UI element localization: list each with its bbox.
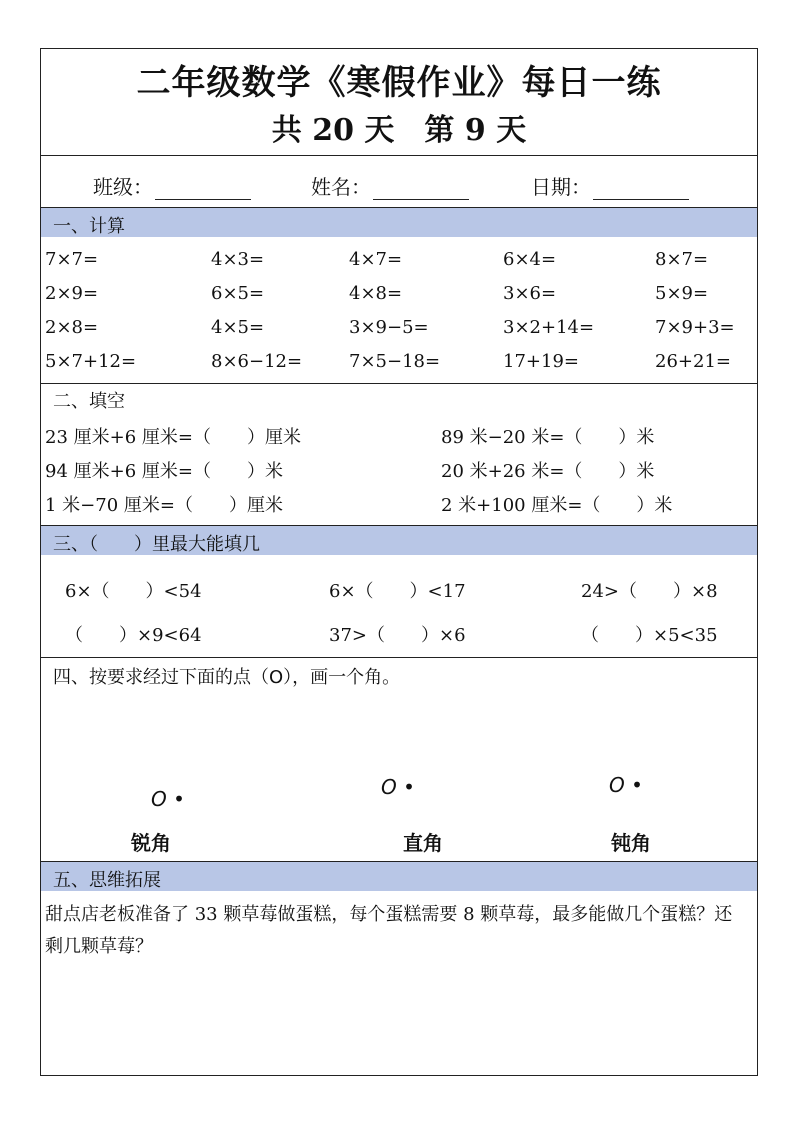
title-block bbox=[41, 49, 757, 156]
divider bbox=[41, 657, 757, 658]
point-label: O bbox=[609, 773, 625, 797]
name-label: 姓名： bbox=[311, 175, 371, 199]
calc-item: 7×5−18= bbox=[349, 351, 441, 372]
calc-item: 8×6−12= bbox=[211, 351, 303, 372]
fill-item: 20 米+26 米=（ ）米 bbox=[441, 461, 655, 482]
fill-item: 23 厘米+6 厘米=（ ）厘米 bbox=[45, 427, 301, 448]
section2-heading: 二、填空 bbox=[53, 391, 125, 412]
calc-item: 3×9−5= bbox=[349, 317, 429, 338]
point-label: O bbox=[381, 775, 397, 799]
calc-item: 8×7= bbox=[655, 249, 709, 270]
angle-acute-label: 锐角 bbox=[131, 831, 171, 855]
name-field[interactable] bbox=[311, 171, 469, 200]
compare-item: 6×（ ）<17 bbox=[329, 581, 466, 602]
section5-heading: 五、思维拓展 bbox=[41, 861, 757, 891]
angle-obtuse-label: 钝角 bbox=[611, 831, 651, 855]
section3-heading: 三、（ ）里最大能填几 bbox=[41, 525, 757, 555]
calc-item: 7×7= bbox=[45, 249, 99, 270]
point-o-right[interactable]: O • bbox=[381, 775, 415, 799]
student-info bbox=[41, 155, 757, 207]
compare-item: 6×（ ）<54 bbox=[65, 581, 202, 602]
calc-item: 4×5= bbox=[211, 317, 265, 338]
point-label: O bbox=[151, 787, 167, 811]
calc-item: 3×6= bbox=[503, 283, 557, 304]
class-blank[interactable] bbox=[155, 179, 251, 200]
compare-item: 37>（ ）×6 bbox=[329, 625, 466, 646]
section4-heading: 四、按要求经过下面的点（O），画一个角。 bbox=[53, 667, 401, 688]
class-field[interactable] bbox=[93, 171, 251, 200]
worksheet-subtitle: 共 20 天 第 9 天 bbox=[271, 113, 527, 148]
point-o-acute[interactable]: O • bbox=[151, 787, 185, 811]
compare-item: （ ）×5<35 bbox=[581, 625, 718, 646]
worksheet-title: 二年级数学《寒假作业》每日一练 bbox=[136, 63, 662, 103]
class-label: 班级： bbox=[93, 175, 153, 199]
compare-item: 24>（ ）×8 bbox=[581, 581, 718, 602]
date-label: 日期： bbox=[531, 175, 591, 199]
fill-item: 1 米−70 厘米=（ ）厘米 bbox=[45, 495, 283, 516]
calc-item: 17+19= bbox=[503, 351, 579, 372]
calc-item: 7×9+3= bbox=[655, 317, 735, 338]
date-blank[interactable] bbox=[593, 179, 689, 200]
calc-item: 26+21= bbox=[655, 351, 731, 372]
calc-item: 6×5= bbox=[211, 283, 265, 304]
section1-heading: 一、计算 bbox=[41, 207, 757, 237]
calc-item: 2×9= bbox=[45, 283, 99, 304]
compare-item: （ ）×9<64 bbox=[65, 625, 202, 646]
divider bbox=[41, 383, 757, 384]
date-field[interactable] bbox=[531, 171, 689, 200]
calc-item: 5×7+12= bbox=[45, 351, 137, 372]
fill-item: 2 米+100 厘米=（ ）米 bbox=[441, 495, 673, 516]
calc-item: 4×3= bbox=[211, 249, 265, 270]
worksheet bbox=[40, 48, 758, 1076]
name-blank[interactable] bbox=[373, 179, 469, 200]
calc-item: 4×7= bbox=[349, 249, 403, 270]
fill-item: 89 米−20 米=（ ）米 bbox=[441, 427, 655, 448]
calc-item: 3×2+14= bbox=[503, 317, 595, 338]
fill-item: 94 厘米+6 厘米=（ ）米 bbox=[45, 461, 283, 482]
calc-item: 5×9= bbox=[655, 283, 709, 304]
point-o-obtuse[interactable]: O • bbox=[609, 773, 643, 797]
word-problem: 甜点店老板准备了 33 颗草莓做蛋糕，每个蛋糕需要 8 颗草莓，最多能做几个蛋糕？还剩几颗草莓？ bbox=[45, 904, 733, 957]
calc-item: 6×4= bbox=[503, 249, 557, 270]
calc-item: 4×8= bbox=[349, 283, 403, 304]
calc-item: 2×8= bbox=[45, 317, 99, 338]
angle-right-label: 直角 bbox=[403, 831, 443, 855]
